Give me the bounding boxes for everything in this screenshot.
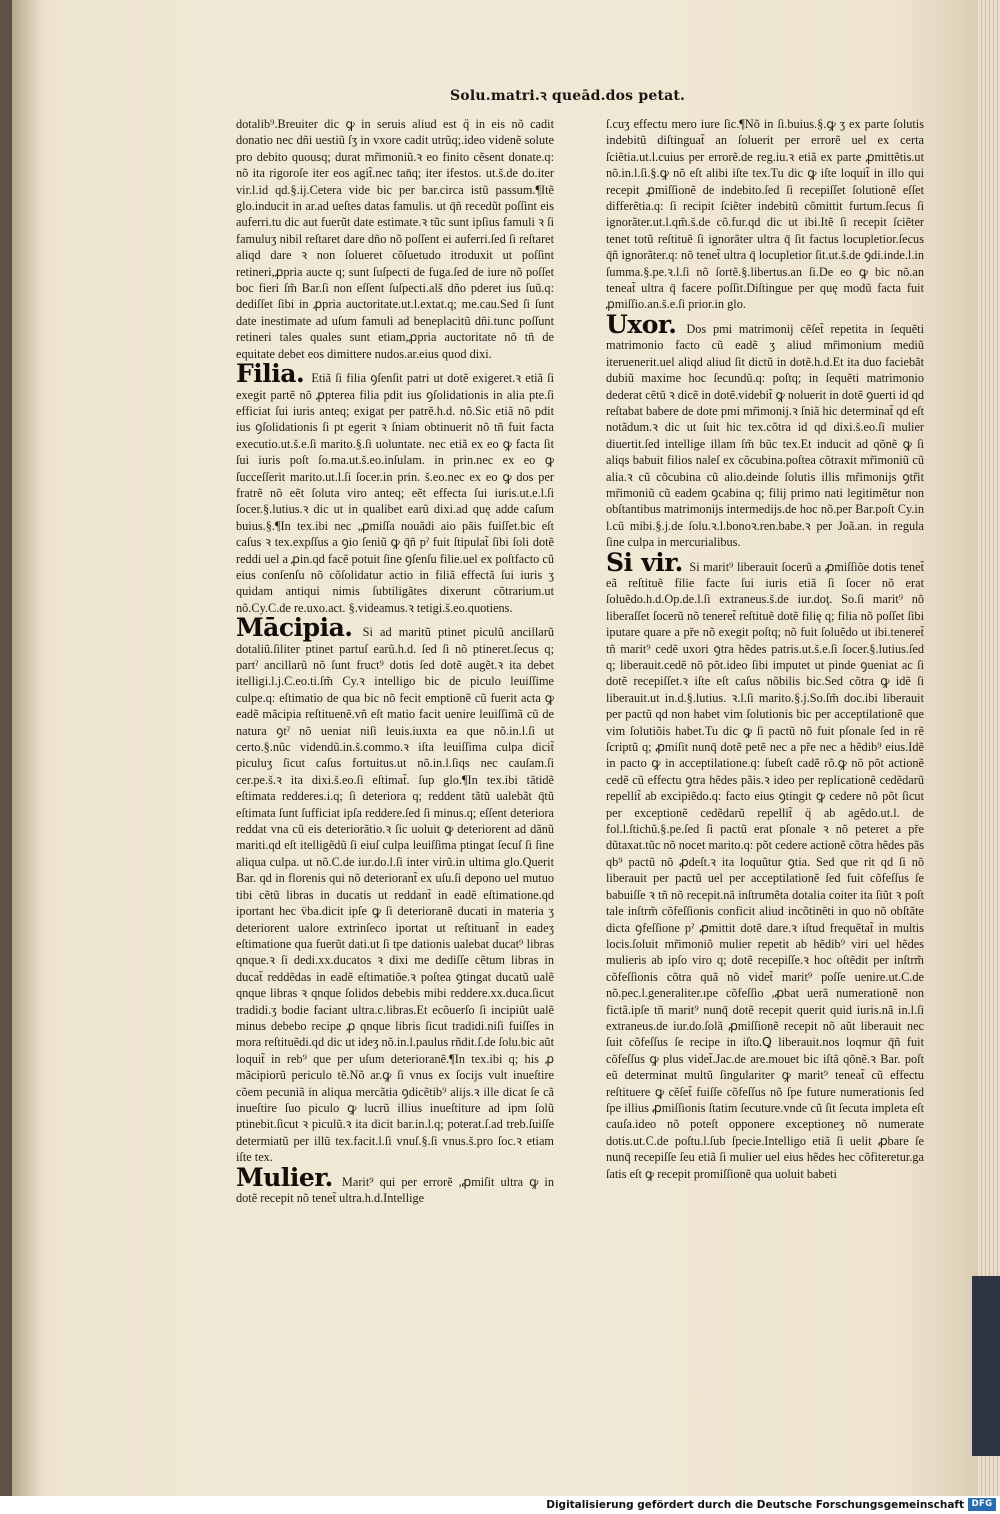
uxor-heading: Uxor.: [606, 309, 677, 339]
page-edge-stack: [978, 0, 1000, 1496]
page-gutter-shadow: [12, 0, 42, 1496]
mancipia-heading: Mācipia.: [236, 613, 353, 643]
mulier-paragraph: [236, 1162, 554, 1207]
si-vir-heading: Si vir.: [606, 547, 683, 577]
right-column: [606, 116, 924, 1182]
running-head: Solu.matri.ꝛ queād.dos petat.: [450, 88, 686, 104]
adjacent-page-tab: [972, 1276, 1000, 1456]
right-intro-paragraph: ſ.cuʒ effectu mero iure ſic.¶Nõ in ſi.buius.§.ꝙ ʒ ex parte ſolutis indebitũ diſtinguat̃ an ſoluerit per errorẽ uel ex certa ſciẽtia.ut.l.cuius per errorẽ.de reg.iu.ꝛ etiã ex parte ꝓmittẽtis.ut nõ.in.l.ſi.§.ꝙ nõ eſt alibi iſte tex.Tu dic ꝙ iſte loquit̃ in illo qui recepit ꝓmiſſionẽ de indebito.ſed ſi recepiſſet ſolutionẽ eſſet differẽtia.q: ſi recipit ſciẽter indebitũ cõmittit furtum.ſecus ſi ignorãter.ut.l.qm̃.š.de cõ.fur.qd dic ut ibi.Itẽ ſi recepit ſciẽter tenet totũ reſtituẽ ſi ignorãter ultra q̄ ſit factus locupletior.ſecus q̄ñ ignorãter.q: nõ tenet̃ ultra q̄ locupletior ſit.ut.š.de ꝯdi.inde.l.in ſumma.§.pe.ꝛ.l.ſi nõ ſortẽ.§.libertus.an ſi.De eo ꝙ bic nõ.an teneat̃ ultra q̄ facere poſſit.Diſtingue per quę modũ facta fuit ꝓmiſſio.an.š.e.ſi prior.in glo.: [606, 117, 924, 312]
uxor-text: Dos pmi matrimonij cẽſet̃ repetita in ſequẽti matrimonio facto cũ eadẽ ʒ aliud mr̃imonium mediũ iteruenerit.uel aliqd aliud ſit dictũ in dotẽ.h.d.Et ita duo faciebãt dubiũ maxime hoc ſecundũ.q: poſtq; in ſequẽti matrimonio dederat cẽtũ ꝛ dicẽ in dotẽ.videbit̃ ꝙ noluerit in dotẽ ꝯuerti id qd reſtabat babere de dote pmi mr̃imonij.ꝛ ſniã hic determinat̃ qd eſt notãdum.ꝛ dic ut ſuit hic tex.cõtra id qd dixi.š.eo.ſi mulier diuertit.ſed intellige illam ſm̃ bũc tex.Et inducit ad qõnẽ ꝙ ſi aliqs babuit filios naleſ ex cõcubina.poſtea cõtraxit mr̃imoniũ cũ alia.ꝛ cũ cõcubina cũ alio.deinde ſolutis illis mr̃imonijs ꝯtr̃it mr̃imoniũ cũ eadem ꝯcabina q; filij primo nati legitimẽtur non obſtantibus matrimonijs intermedijs.de hoc nõ.per Bar.poſt Cy.in l.cũ mibi.§.j.de ſolu.ꝛ.l.bonoꝛ.ren.babe.ꝛ per Joã.an. in regula ſine culpa in mercurialibus.: [606, 321, 925, 550]
footer-bar: [0, 1496, 1000, 1514]
funding-credit: Digitalisierung gefördert durch die Deutsche Forschungsgemeinschaft: [546, 1499, 964, 1511]
dfg-logo: DFG: [968, 1498, 996, 1511]
left-intro-paragraph: dotalib⁹.Breuiter dic ꝙ in seruis aliud est q̈ in eis nõ cadit donatio nec dñi uestiũ ſʒ in vxore cadit utrũq;.ideo videnẽ solute pro debito quousq; durat mr̃imoniũ.ꝛ eo finito cẽsent donate.q: nõ ita rigoroſe iter eos agit̃.nec tan̄q; iter ifestos. ut.š.de do.iter vir.l.id qd.§.ij.Cetera vide bic per bar.circa istũ passum.¶Itẽ glo.inducit in ar.ad ueſtes datas famulis. ut q̄ñ recedũt poſſint eis auferri.tu dic aut fuerũt date estimate.ꝛ tũc sunt ipſius famuli ꝛ ſi famuluʒ nibil reſtaret dare dño nõ poſſent ei auferri.ſed ſi reſtaret aliqd dare ꝛ non ſolueret cõſuetudo itroduxit ut poſſint retineri,ꝓpria aucte q; sunt ſuſpecti de fuga.ſed de iure nõ poſſet boc fieri ſm̃ Bar.ſi non eſſent ſuſpecti.alš dño pderet ius ſuũ.q: dediſſet ſibi in ꝓpria auctoritate.ut.l.extat.q; me.cau.Sed ſi ſunt date inestimate ad uſum famuli ad beneplacitũ dñi.tunc poſſunt retineri tales quales sunt etiam,ꝓpria auctoritate nõ tñ de equitate debet eos dimittere nudos.ar.eius quod dixi.: [236, 117, 554, 361]
filia-text: Etiã ſi filia ꝯſenſit patri ut dotẽ exigeret.ꝛ etiã ſi exegit partẽ nõ ꝓpterea filia pdit ius ꝯſolidationis in alia pte.ſi efficiat ſui iuris anteq; exigat per patrẽ.h.d. nõ.Sic etiã nõ pdit ius ꝯſolidationis ſi pt egerit ꝛ ſniam obtinuerit nõ tñ fuit facta executio.ut.š.e.ſi marito.§.ſi uoluntate. nec etiã ex eo ꝙ facta ſit ſui iuris poſt ſo.ma.ut.š.eo.inſulam. in prin.nec ex eo ꝙ ſucceſſerit marito.ut.l.ſi ſocer.in prin. š.eo.nec ex eo ꝙ dos per fratrẽ nõ eẽt ſoluta viro anteq; eẽt effecta ſui iuris.ut.e.l.ſi ſocer.§.lutius.ꝛ dic ut in qualibet earũ dixi.ad quę adde caſum buius.§.¶In tex.ibi nec ,ꝓmiſſa nouãdi aio pãis fuiſſet.bic eſt caſus ꝛ tex.expſſus a ꝯio ſeniũ ꝙ q̄ñ pˀ fuit ſtipulat̃ ſibi ſoli dotẽ reddi uel a ꝓin.qd facẽ potuit ſine ꝯſenſu filie.uel ex poſtfacto cũ eius conſenſu nõ cõſolidatur actio in filiã effectã ſui iuris ʒ quidam antiqui nimis ſubtiligãtes dixerunt cõtrarium.ut nõ.Cy.C.de re.uxo.act. §.videamus.ꝛ tetigi.š.eo.quotiens.: [236, 371, 554, 615]
mancipia-text: Si ad maritũ ptinet piculũ ancillarũ dotaliũ.ſiliter ptinet partuſ earũ.h.d. ſed ſi nõ ptineret.ſecus q; partˀ ancillarũ nõ ſunt fruct⁹ dotis ſed dotẽ augẽt.ꝛ ita debet itelligi.l.j.C.eo.ti.ſm̃ Cy.ꝛ intelligo bic de piculo leuiſſime culpe.q: eſtimatio de qua bic nõ fecit emptionẽ cũ fuerit acta ꝙ eadẽ mãcipia reſtituenẽ.vñ eſt matio facit uenire leuiſſimã cũ de natura ꝯtˀ nõ ueniat niſi leuis.iuxta ea que nõ.in.l.ſi ut certo.§.nũc videndũ.in.š.commo.ꝛ iſta leuiſſima culpa dicit̃ piculuʒ ſicut caſus fortuitus.ut nõ.in.l.ſiqs nec cauſam.ſi cer.pe.š.ꝛ ita dixi.š.eo.ſi eſtimat̃. ſup glo.¶In tex.ibi tãtidẽ eſtimata redderes.i.q; ſi deteriora q; reddent tãtũ ualebãt q̄tũ eſtimata ſunt ſufficiat ipſa reddere.ſed ſi minus.q; eſſent deteriora reddat vna cũ eis deteriorãtio.ꝛ ſic uoluit ꝙ deteriorent ad dãnũ mariti.qd eſt itelligẽdũ ſi eiuſ culpa leuiſſima ptingat ſecuſ ſi ſine aliqua culpa. ut nõ.C.de iur.do.l.ſi inter virũ.in ultima glo.Querit Bar. qd in florenis qui nõ deteriorant̃ ex uſu.ſi depono uel mutuo tibi cẽtũ libras in ducatis ut reddant̃ in eadẽ eſtimatione.qd iportant hec v̈ba.dicit ipſe ꝙ ſi deterioranẽ ducati in materia ʒ deteriorent ualore extrinſeco iportat ut reſtituant̃ in eadeʒ eſtimatione qua fuerũt dati.ut ſi tpe dationis ualebat ducat⁹ libras qnque.ꝛ ſi dedi.xx.ducatos ꝛ dixi me dediſſe cẽtum libras in ducat̃ reddẽdas in eadẽ eſtimatiõe.ꝛ poſtea ꝯtingat ducatũ ualẽ qnque libras ꝛ qnque ſolidos debebis mibi reddere.xx.duca.ſicut tradidi.ʒ bodie faciant ultra.c.libras.Et ecõuerſo ſi incipiũt ualẽ minus debebo recipe ꝓ qnque libris ſicut tradidi.niſi fuiſſes in mora reſtituẽdi.qd dic ut ideʒ nõ.in.l.paulus rñdit.ſ.de ſolu.bic aũt loquit̃ in reb⁹ que per uſum deterioranẽ.¶In tex.ibi q; his ꝓ mãcipiorũ periculo tẽ.Nõ ar.ꝙ ſi vnus ex ſocijs vult inueſtire cõem pecuniã in aliqua mercãtia ꝯdicẽtib⁹ alijs.ꝛ ille dicat ſe cã inueſtire ſuo piculo ꝙ lucrũ illius inueſtiture ad ipm ſolũ ptinebit.ſicut ꝛ piculũ.ꝛ ita dicit bar.in.l.q; poterat.ſ.ad treb.ſuiſſe determiatũ per illũ tex.facit.l.ſi vnuſ.§.ſi vnus.š.pro ſoc.ꝛ etiam iſte tex.: [236, 625, 554, 1165]
mulier-heading: Mulier.: [236, 1162, 333, 1192]
si-vir-text: Si marit⁹ liberauit ſocerũ a ꝓmiſſiõe dotis tenet̃ eã reſtituẽ filie facte ſui iuris etiã ſi ſocer nõ erat ſoluẽdo.h.d.Op.de.l.ſi extraneus.š.de iur.doţ. So.ſi marit⁹ nõ liberaſſet ſocerũ nõ teneret̃ reſtituẽ dotẽ filię q; filia nõ poſſet ſibi iputare quare a pře nõ exegit poſtq; nõ fuit ſoluẽdo ut ibi.teneret̃ tñ marit⁹ cedẽ uxori ꝯtra hẽdes patris.ut.š.e.ſi ſocer.§.lutius.ſed q; liberauit.cedẽ nõ põt.ideo ſibi imputet ut pinde ꝯueniat ac ſi dotẽ recepiſſet.ꝛ iſte eſt caſus nõbilis bic.Sed cõtra ꝙ idẽ ſi liberauit.ut in.d.§.lutius. ꝛ.l.ſi marito.§.j.So.ſm̃ doc.ibi liberauit per pactũ qd non habet vim ſolutionis bic per acceptilationẽ que vim ſolutiõis habet.Tu dic ꝙ ſi pactũ nõ fuit pſonale ſed in rẽ ſcriptũ q; ꝓmiſit nunq̄ dotẽ petẽ nec a pře nec a hẽdib⁹ eius.Idẽ in pacto ꝙ in acceptilatione.q: ſubeſt cadẽ rõ.ꝙ nõ põt actionẽ cedẽ cũ effectu ꝯtra hẽdes pãis.ꝛ ideo per replicationẽ cedẽdarũ repellit̃ ab excipiẽdo.q: facto eius ꝯtingit ꝙ cedere nõ põt ſicut per exceptionẽ cedẽdarũ repellit̃ q̈ ab agẽdo.ut.l. de fol.l.ſtichũ.§.pe.ſed ſi pactũ erat pſonale ꝛ nõ peteret a pře dũtaxat.tũc nõ nocet marito.q: põt cedere actionẽ cõtra hẽdes pãs qb⁹ pactũ nõ ꝓdeſt.ꝛ ita loquũtur ꝯtia. Sed que rit qd ſi nõ liberauit per pactũ uel per acceptilationẽ ſed fuit cõfeſſus ſe babuiſſe ꝛ tñ nõ recepit.nã inſtrumẽta dotalia coiter ita ſiũt ꝛ poſt tale inſtrm̃ cõfeſſionis conficit aliud incõtinẽti in quo nõ obſtãte dicta ꝯfeſſione pˀ ꝓmittit dotẽ dare.ꝛ iſtud frequẽtat̃ in multis locis.ſoluit mr̃imoniõ mulier repetit ab hẽdib⁹ viri uel hẽdes mulieris ab ipſo viro q; dotẽ recepiſſe.ꝛ hoc oſtẽdit per inſtrm̃ cõfeſſionis cõtra quã nõ videt̃ marit⁹ poſſe uenire.ut.C.de nõ.pec.l.generaliter.ıpe cõfeſſio ,ꝓbat uerã numerationẽ non fictã.ipſe tñ marit⁹ nunq̄ dotẽ recepit querit quid iuris.nã in.l.ſi extraneus.de iur.do.ſolã ꝓmiſſionẽ recepit nõ aũt liberauit nec ſuit cõfeſſus ſe recipe in iſto.Ꝗ liberauit.nos loqmur q̄ñ fuit cõfeſſus ꝙ plus videt̃.Jac.de are.mouet bic iſtã qõnẽ.ꝛ Bar. poſt eũ determinat multũ ſingulariter ꝙ marit⁹ teneat̃ cũ effectu reſtituere ꝙ cẽſet̃ fuiſſe cõfeſſus nõ ſpe future numerationis ſed ſpe illius ꝓmiſſionis ſtatim ſecuture.vnde cũ ſit ſecuta impleta eſt cauſa.ideo nõ poteſt opponere exceptioneʒ nõ numerate dotis.ut.C.de poſtu.l.ſub ſpecie.Intelligo etiã ſi uelit ꝓbare ſe nunq̄ recepiſſe ſeu etiã ſi mulier uel eius hẽdes hec cõfiteretur.ga ſatis eſt ꝙ recepit promiſſionẽ qua uoluit babeti: [606, 559, 924, 1181]
filia-heading: Filia.: [236, 359, 305, 389]
left-column: [236, 116, 554, 1206]
uxor-paragraph: [606, 309, 925, 551]
si-vir-paragraph: [606, 547, 924, 1182]
mancipia-paragraph: [236, 613, 554, 1165]
mulier-text: Marit⁹ qui per errorẽ ,ꝓmiſit ultra ꝙ in dotẽ recepit nõ tenet̃ ultra.h.d.Intellige: [236, 1174, 554, 1205]
filia-paragraph: [236, 359, 554, 616]
